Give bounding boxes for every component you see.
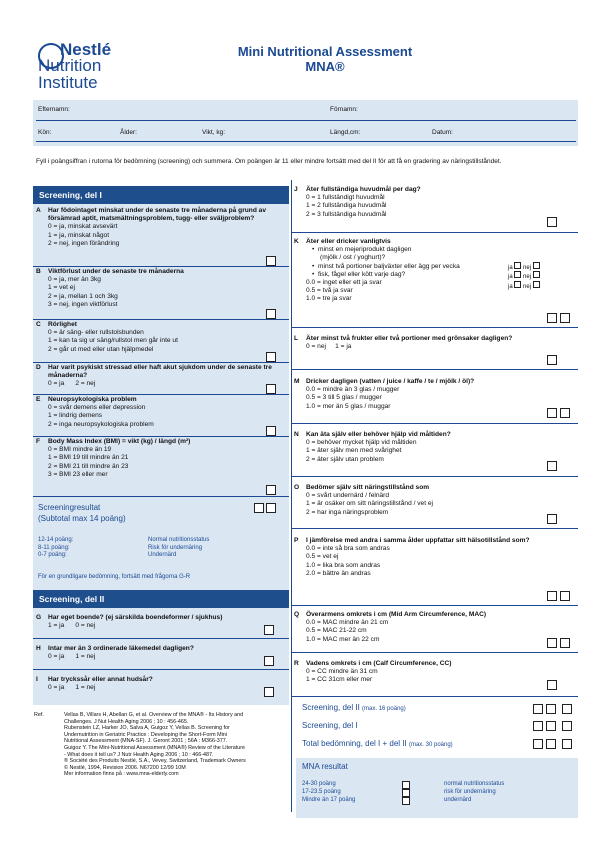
divider-m [292, 423, 578, 424]
langd-label: Längd,cm: [330, 129, 361, 136]
question-h: H Intar mer än 3 ordinerade läkemedel dagligen? 0 = ja 1 = nej [36, 645, 194, 661]
total-box-3[interactable] [562, 739, 572, 749]
question-a-text: Har födointaget minskat under de senaste tre månaderna på grund av försämrad aptit, matsmältningsproblem, tugg- eller sväljproblem? [48, 207, 267, 223]
question-d-text: Har varit psykiskt stressad eller haft akut sjukdom under de senaste tre månaderna? [48, 364, 272, 380]
divider-h [33, 669, 289, 670]
total-del-2-box-3[interactable] [562, 704, 572, 714]
question-b-opt-3: 3 = nej, ingen viktförlust [48, 300, 118, 308]
subtotal-box-1[interactable] [254, 503, 264, 513]
instructions-text: Fyll i poängsiffran i rutorna för bedömning (screening) och summera. Om poängen är 11 eller mindre fortsätt med del II för att få en gradering av näringstillståndet. [36, 158, 502, 165]
nest-bird-icon [38, 43, 64, 69]
question-k: K Äter eller dricker vanligtvis • minst en mejeriprodukt dagligen (mjölk / ost / yoghurt)? • minst två portioner baljväxter eller ägg per vecka • fisk, fågel eller kött varje dag? 0.0 = inget eller ett ja svar 0.5 = två ja svar 1.0 = tre ja svar [294, 238, 460, 303]
question-c-opt-0: 0 = är säng- eller rullstolsbunden [48, 329, 144, 337]
score-box-e[interactable] [266, 426, 276, 436]
question-f-text: Body Mass Index (BMI) = vikt (kg) / längd (m²) [48, 438, 191, 445]
k-ja-nej-3: ja nej [508, 281, 540, 292]
question-b-text: Viktförlust under de senaste tre månaderna [48, 268, 184, 275]
total-label: Total bedömning, del I + del II (max. 30 poäng) [302, 739, 453, 748]
divider-q [292, 652, 578, 653]
k-ja-nej-1: ja nej [508, 262, 540, 273]
mna-result-ranges: 24-30 poäng normal nutritionsstatus 17-23.5 poäng risk för undernäring Mindre än 17 poäng undernärd [302, 781, 505, 804]
question-a-opt-1: 1 = ja, minskat något [48, 231, 110, 239]
page-title [200, 44, 450, 74]
score-box-b[interactable] [266, 309, 276, 319]
question-f-opt-2: 2 = BMI 21 till mindre än 23 [48, 462, 129, 470]
question-j: J Äter fullständiga huvudmål per dag? 0 = 1 fullständigt huvudmål 1 = 2 fullständiga huvudmål 2 = 3 fullständiga huvudmål [294, 186, 421, 218]
k1-nej-box[interactable] [533, 262, 540, 269]
question-m: M Dricker dagligen (vatten / juice / kaffe / te / mjölk / öl)? 0.0 = mindre än 3 glas / mugger 0.5 = 3 till 5 glas / mugger 1.0 = mer än 5 glas / muggar [294, 378, 475, 410]
score-box-f[interactable] [266, 485, 276, 495]
score-box-m-2[interactable] [560, 408, 570, 418]
score-box-o[interactable] [547, 514, 557, 524]
efternamn-label: Efternamn: [38, 106, 70, 113]
score-box-l[interactable] [547, 355, 557, 365]
score-box-a[interactable] [266, 256, 276, 266]
question-c-opt-2: 2 = går ut med eller utan hjälpmedel [48, 345, 154, 353]
subtotal-label: Screeningresultat (Subtotal max 14 poäng) [38, 503, 126, 523]
datum-label: Datum: [432, 129, 453, 136]
question-l: L Äter minst två frukter eller två portioner med grönsaker dagligen? 0 = nej 1 = ja [294, 335, 513, 351]
question-o: O Bedömer själv sitt näringstillstånd som 0 = svårt undernärd / felnärd 1 = är osäker om sitt näringstillstånd / vet ej 2 = har inga näringsproblem [294, 484, 433, 516]
question-e: E Neuropsykologiska problem 0 = svår demens eller depression 1 = lindrig demens 2 = inga neuropsykologiska problem [36, 396, 276, 429]
continue-text: För en grundligare bedömning, fortsätt med frågorna G-R [38, 574, 191, 580]
k-ja-nej-2: ja nej [508, 271, 540, 282]
divider-d [33, 394, 289, 395]
divider-e [33, 436, 289, 437]
question-a-opt-2: 2 = nej, ingen förändring [48, 239, 120, 247]
ref-label: Ref. [34, 712, 44, 718]
score-box-d[interactable] [266, 384, 276, 394]
question-d: D Har varit psykiskt stressad eller haft akut sjukdom under de senaste tre månaderna? 0 = ja 2 = nej [36, 364, 276, 389]
divider-j [292, 232, 578, 233]
total-del-1-box-2[interactable] [546, 721, 556, 731]
score-box-r[interactable] [547, 680, 557, 690]
divider-b [33, 319, 289, 320]
total-del-2-box-2[interactable] [546, 704, 556, 714]
question-e-opt-1: 1 = lindrig demens [48, 412, 103, 420]
screening-del-2-header: Screening, del II [33, 590, 289, 608]
question-f-opt-3: 3 = BMI 23 eller mer [48, 470, 108, 478]
score-box-q-1[interactable] [547, 638, 557, 648]
id-divider [36, 120, 576, 121]
alder-label: Ålder: [120, 129, 137, 136]
total-del-2-box-1[interactable] [533, 704, 543, 714]
score-box-k-2[interactable] [560, 313, 570, 323]
divider-n [292, 476, 578, 477]
question-e-text: Neuropsykologiska problem [48, 396, 137, 403]
kon-label: Kön: [38, 129, 52, 136]
score-box-q-2[interactable] [560, 638, 570, 648]
total-box-2[interactable] [546, 739, 556, 749]
score-box-n[interactable] [547, 461, 557, 471]
total-del-1-label: Screening, del I [302, 721, 358, 730]
patient-id-box [33, 100, 578, 146]
divider-l [292, 369, 578, 370]
total-del-2-label: Screening, del II (max. 16 poäng) [302, 703, 406, 712]
question-d-opt-1: 2 = nej [75, 380, 96, 388]
result-box-3[interactable] [402, 797, 410, 805]
question-c: C Rörlighet 0 = är säng- eller rullstolsbunden 1 = kan ta sig ur säng/rullstol men går inte ut 2 = går ut med eller utan hjälpmedel [36, 321, 276, 354]
screening-del-1-header: Screening, del I [33, 186, 289, 204]
question-b: B Viktförlust under de senaste tre månaderna 0 = ja, mer än 3kg 1 = vet ej 2 = ja, mellan 1 och 3kg 3 = nej, ingen viktförlust [36, 268, 276, 309]
total-box-1[interactable] [533, 739, 543, 749]
question-b-opt-2: 2 = ja, mellan 1 och 3kg [48, 292, 118, 300]
score-box-g[interactable] [264, 625, 274, 635]
score-box-i[interactable] [264, 687, 274, 697]
question-c-opt-1: 1 = kan ta sig ur säng/rullstol men går inte ut [48, 337, 178, 345]
score-box-h[interactable] [264, 656, 274, 666]
fornamn-label: Förnamn: [330, 106, 358, 113]
divider-c [33, 362, 289, 363]
question-d-opt-0: 0 = ja [48, 380, 65, 388]
score-box-c[interactable] [266, 352, 276, 362]
divider-p [292, 605, 578, 606]
logo-line-3: Institute [38, 73, 98, 92]
question-n: N Kan äta själv eller behöver hjälp vid måltiden? 0 = behöver mycket hjälp vid måltiden 1 = äter själv men med svårighet 2 = äter själv utan problem [294, 431, 451, 463]
question-i: I Har tryckssår eller annat hudsår? 0 = ja 1 = nej [36, 676, 153, 692]
question-f-opt-1: 1 = BMI 19 till mindre än 21 [48, 454, 129, 462]
column-divider [291, 180, 292, 812]
divider-g [33, 638, 289, 639]
question-r: R Vadens omkrets i cm (Calf Circumference, CC) 0 = CC mindre än 31 cm 1 = CC 31cm eller mer [294, 660, 452, 684]
k2-ja-box[interactable] [514, 271, 521, 278]
question-c-text: Rörlighet [48, 321, 77, 328]
total-del-1-box-1[interactable] [533, 721, 543, 731]
question-b-opt-1: 1 = vet ej [48, 284, 75, 292]
question-b-opt-0: 0 = ja, mer än 3kg [48, 276, 101, 284]
screening-ranges: 12-14 poäng: Normal nutritionsstatus 8-11 poäng: Risk för undernäring 0-7 poäng: Undernärd [38, 537, 210, 559]
divider-r [292, 696, 578, 697]
k3-ja-box[interactable] [514, 281, 521, 288]
score-box-p-2[interactable] [560, 591, 570, 601]
logo-line-2: Nutrition [38, 56, 102, 75]
subtotal-box-2[interactable] [266, 503, 276, 513]
result-box-2[interactable] [402, 789, 410, 797]
logo-line-1: Nestlé [60, 40, 112, 59]
title-line-1: Mini Nutritional Assessment [237, 44, 413, 59]
question-e-opt-0: 0 = svår demens eller depression [48, 404, 146, 412]
divider-a [33, 266, 289, 267]
score-box-p-1[interactable] [547, 591, 557, 601]
k2-nej-box[interactable] [533, 271, 540, 278]
question-p: P I jämförelse med andra i samma ålder uppfattar sitt hälsotillstånd som? 0.0 = inte så bra som andras 0.5 = vet ej 1.0 = lika bra som andras 2.0 = bättre än andras [294, 537, 530, 577]
score-box-j[interactable] [547, 217, 557, 227]
title-line-2: MNA® [305, 59, 345, 74]
question-f-opt-0: 0 = BMI mindre än 19 [48, 446, 112, 454]
id-divider-2 [36, 141, 576, 142]
question-f: F Body Mass Index (BMI) = vikt (kg) / längd (m²) 0 = BMI mindre än 19 1 = BMI 19 till mindre än 21 2 = BMI 21 till mindre än 23 3 = BMI 23 eller mer [36, 438, 276, 479]
question-q: Q Överarmens omkrets i cm (Mid Arm Circumference, MAC) 0.0 = MAC mindre än 21 cm 0.5 = MAC 21-22 cm 1.0 = MAC mer än 22 cm [294, 611, 487, 643]
k3-nej-box[interactable] [533, 281, 540, 288]
question-a-opt-0: 0 = ja, minskat avsevärt [48, 223, 118, 231]
references: Vellas B, Villars H, Abellan G, et al. Overview of the MNA® - Its History and Challenges. J Nut Health Aging 2006 ; 10 : 456-465. Rubenstein LZ, Harker JO, Salva A, Guigoz Y, Vellas B. Screening for Undernutrition in Geriatric Practice : Developing the Short-Form Mini Nutritional Assessment (MNA-SF). J. Geront 2001 ; 56A : M366-377. Guigoz Y. The Mini-Nutritional Assessment (MNA®) Review of the Literature - What does it tell us? J Nutr Health Aging 2006 ; 10 : 466-487. ® Société des Produits Nestlé, S.A., Vevey, Switzerland, Trademark Owners © Nestlé, 1994, Revision 2006. N67200 12/99 10M Mer information finns på : www.mna-elderly.com [64, 712, 246, 778]
question-e-opt-2: 2 = inga neuropsykologiska problem [48, 420, 154, 428]
score-box-m-1[interactable] [547, 408, 557, 418]
question-a: A Har födointaget minskat under de senaste tre månaderna på grund av försämrad aptit, matsmältningsproblem, tugg- eller sväljproblem? 0 = ja, minskat avsevärt 1 = ja, minskat något 2 = nej, ingen förändring [36, 207, 276, 248]
k1-ja-box[interactable] [514, 262, 521, 269]
divider-k [292, 327, 578, 328]
mna-result-header: MNA resultat [302, 762, 348, 771]
result-box-1[interactable] [402, 781, 410, 789]
vikt-label: Vikt, kg: [202, 129, 226, 136]
question-g: G Har eget boende? (ej särskilda boendeformer / sjukhus) 1 = ja 0 = nej [36, 614, 223, 630]
score-box-k-1[interactable] [547, 313, 557, 323]
total-del-1-box-3[interactable] [562, 721, 572, 731]
divider-o [292, 528, 578, 529]
divider-f [33, 496, 289, 497]
